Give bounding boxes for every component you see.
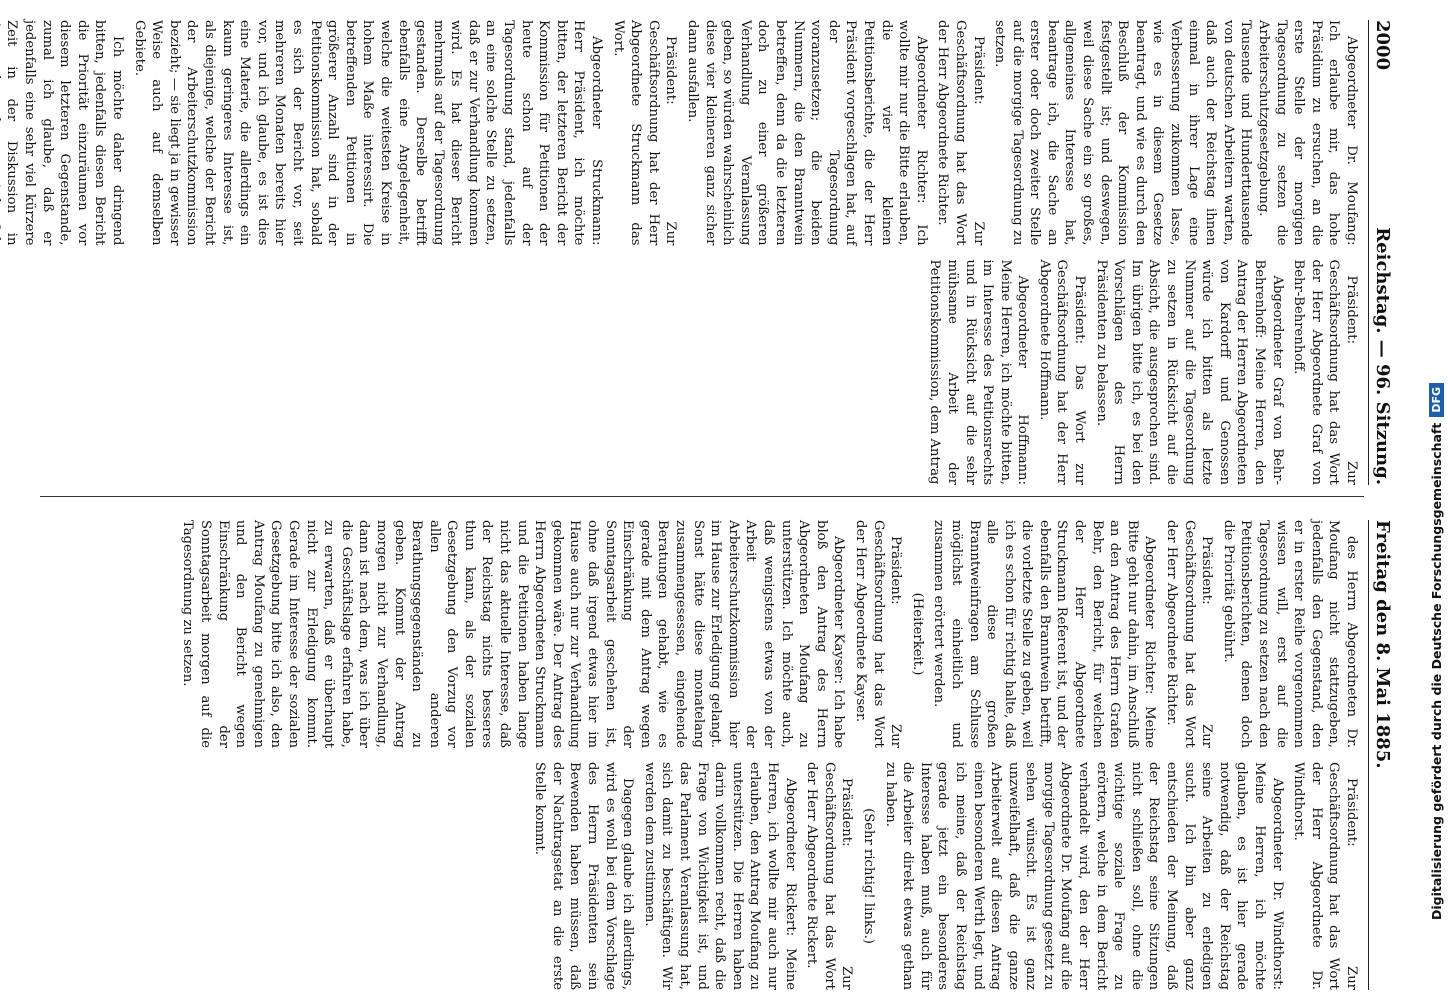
paragraph: Abgeordneter Dr. Moufang: Ich erlaube mir, das hohe Präsidium zu ersuchen, an die erste Stelle der morgigen Tagesordnung zu setzen die Arbeiterschutzgesetzgebung. Tausende und Hunderttausende von deutschen Arbeitern warten, daß auch der Reichstag ihnen einmal in ihrer Lage eine Verbesserung zukommen lasse, wie es in diesem Gesetze beantragt, und wie es durch den Beschluß der Kommission festgestellt ist; und deswegen, weil diese Sache ein so großes, allgemeines Interesse hat, beantrage ich, die Sache an erster oder doch zweiter Stelle auf die morgige Tagesordnung zu setzen. [992, 20, 1359, 246]
paragraph: Abgeordneter Struckmann: Herr Präsident, ich möchte bitten, der letzteren Bericht der Kommission für Petitionen der heute schon auf der Tagesordnung stand, jedenfalls an eine solche Stelle zu setzen, daß er zur Verhandlung kommen wird. Es hat dieser Bericht mehrmals auf der Tagesordnung gestanden. Derselbe betrifft ebenfalls eine Angelegenheit, welche die weitesten Kreise in hohem Maße interessirt. Die betreffenden Petitionen in größerer Anzahl sind in der Petitionskommission hat, sobald es sich der Bericht vor, seit mehreren Monaten bereits hier vor, und ich glaube, es ist dies eine Materie, die allerdings ein kaum geringeres Interesse ist, als diejenige, welche der Bericht der Arbeiterschutzkommission bezieht; — sie liegt ja in gewisser Weise auch auf demselben Gebiete. [131, 20, 605, 246]
paragraph: Abgeordneter Graf von Behr-Behrenhoff: Meine Herren, den Antrag der Herren Abgeordneten von Kardorff und Genossen würde ich bitten als letzte Nummer auf die Tagesordnung zu setzen in Rücksicht auf die Absicht, die ausgesprochen sind. Im übrigen bitte ich, es bei den Vorschlägen des Herrn Präsidenten zu belassen. [1093, 259, 1285, 485]
paragraph: Präsident: Zur Geschäftsordnung hat der Herr Abgeordnete Struckmann das Wort. [610, 20, 679, 246]
paragraph: Abgeordneter Dr. Windthorst: Meine Herren, ich möchte glauben, es ist hier gerade notwendig, daß der Reichstag seine Arbeiten zu erledigen sucht. Ich bin aber ganz entschieden der Meinung, daß der Reichstag seine Sitzungen nicht schließen soll, ohne die wichtige soziale Frage zu erörtern, welche in dem Bericht verhandelt wird, den der Herr Abgeordnete Dr. Moufang auf die morgige Tagesordnung gesetzt zu sehen wünscht. Es ist ganz unzweifelhaft, daß die ganze Arbeiterwelt auf diesen Antrag einen besonderen Werth legt, und ich meine, daß der Reichstag gerade jetzt ein besonderes Interesse haben muß, auch für die Arbeiter direkt etwas gethan zu haben. [882, 762, 1285, 990]
paragraph: Abgeordneter Richter: Ich wollte mir nur die Bitte erlauben, die vier kleinen Petitionsberichte, die der Herr Präsident vorgeschlagen hat, auf der Tagesordnung voranzusetzen; die beiden Nummern, die den Branntwein betreffen, denn da die letzteren doch zu einer größeren Verhandlung Veranlassung geben, so würden wahrscheinlich diese vier kleineren ganz sicher dann ausfallen. [685, 20, 929, 246]
page-number: 2000 [1372, 20, 1393, 71]
left-running-head [1368, 20, 1396, 485]
right-header-title: Freitag den 8. Mai 1885. [1372, 520, 1393, 769]
dfg-stamp-text: Digitalisierung gefördert durch die Deutsche Forschungsgemeinschaft [1428, 422, 1444, 920]
paragraph: Präsident: Zur Geschäftsordnung hat das Wort der Herr Abgeordnete Kayser. [852, 520, 904, 748]
paragraph: Ich möchte daher dringend bitten, jedenfalls diesen Bericht die Priorität einzuräumen vor diesem letzteren Gegenstande, zumal ich glaube, daß er jedenfalls eine sehr viel kürzere Zeit in der Diskussion in [4, 20, 126, 246]
paragraph: des Herrn Abgeordneten Dr. Moufang nicht stattzugeben, jedenfalls den Gegenstand, den er in erster Reihe vorgenommen wissen will, erst auf die Tagesordnung zu setzen nach den Petitionsberichten, denen doch die Priorität gebührt. [1220, 520, 1359, 748]
right-column-2 [40, 762, 1360, 990]
right-running-head [1368, 520, 1396, 990]
interjection: (Sehr richtig! links.) [860, 808, 876, 944]
left-column-2 [40, 260, 1360, 486]
dfg-logo: DFG [1429, 383, 1444, 417]
paragraph: Abgeordneter Kayser: Ich habe bloß den Antrag des Herrn Abgeordneten Moufang zu unterstützen. Ich möchte auch, daß wenigstens etwas von der Arbeit der Arbeiterschutzkommission hier im Hause zur Erledigung gelangt. Sonst hätte diese monatelang zusammengesessen, eingehende Beratungen gehabt, wie es gerade mit dem Antrag wegen Einschränkung der Sonntagsarbeit geschehen ist, ohne daß irgend etwas hier im Hause auch nur zur Verhandlung gekommen wäre. Der Antrag des Herrn Abgeordneten Struckmann und die Petitionen haben lange nicht das aktuelle Interesse, daß der Reichstag nichts besseres thun kann, als der sozialen Gesetzgebung den Vorzug vor allen anderen Berathungsgegenständen zu geben. Kommt der Antrag morgen nicht zur Verhandlung, dann ist nach dem, was ich über die Geschäftslage erfahren habe, zu erwarten, daß er überhaupt nicht zur Erledigung kommt. Gerade im Interesse der sozialen Gesetzgebung bitte ich also, den Antrag Moufang zu genehmigen und den Bericht wegen Einschränkung der Sonntagsarbeit morgen auf die Tagesordnung zu setzen. [180, 520, 847, 748]
page-gutter-rule [40, 496, 1364, 497]
dfg-margin-stamp [1404, 0, 1444, 1000]
paragraph: Dagegen glaube ich allerdings, wird es wohl bei dem Vorschlage des Herrn Präsidenten sein Bewenden haben müssen, daß der Nachtragsetat an die erste Stelle kommt. [532, 762, 636, 990]
paragraph: Präsident: Zur Geschäftsordnung hat das Wort der Herr Abgeordnete Richter. [935, 20, 986, 246]
paragraph: Abgeordneter Rickert: Meine Herren, ich wollte mir auch nur erlauben, den Antrag Moufang zu unterstützen. Die Herren haben darin vollkommen recht, daß die Frage von Wichtigkeit ist, und das Parlament Veranlassung hat, sich damit zu beschäftigen. Wir werden dem zustimmen. [641, 762, 798, 990]
paragraph: Präsident: Das Wort zur Geschäftsordnung hat der Herr Abgeordnete Hoffmann. [1036, 259, 1088, 485]
left-page [0, 0, 1432, 495]
right-column-1 [40, 520, 1360, 748]
right-columns [40, 520, 1360, 990]
left-column-1 [4, 20, 1360, 246]
dfg-stamp-text-row [1424, 0, 1448, 960]
paragraph: Präsident: Zur Geschäftsordnung hat das Wort der Herr Abgeordnete Richter. [1164, 520, 1215, 748]
left-header-title: Reichstag. — 96. Sitzung. [1372, 227, 1393, 485]
paragraph: Präsident: Zur Geschäftsordnung hat das Wort der Herr Abgeordnete Dr. Windthorst. [1291, 762, 1359, 990]
paragraph: Abgeordneter Richter: Meine Bitte geht nur dahin, im Anschluß an den Antrag des Herrn Grafen Behr, den Bericht, für welchen der Herr Abgeordnete Struckmann Referent ist, und der ebenfalls den Branntwein betrifft, die vorletzte Stelle zu geben, weil ich es schon für richtig halte, daß alle diese großen Branntweinfragen am Schlusse möglichst einheitlich und zusammen erörtert werden. [931, 520, 1158, 748]
paragraph: Abgeordneter Hoffmann: Meine Herren, ich möchte bitten, im Interesse des Petitionsrechts und in Rücksicht auf die sehr mühsame Arbeit der Petitionskommission, dem Antrag [927, 259, 1031, 485]
interjection: (Heiterkeit.) [909, 592, 925, 676]
paragraph: Präsident: Zur Geschäftsordnung hat das Wort der Herr Abgeordnete Graf von Behr-Behrenhoff. [1291, 259, 1359, 485]
right-page [0, 500, 1432, 1000]
paragraph: Präsident: Zur Geschäftsordnung hat das Wort der Herr Abgeordnete Rickert. [804, 762, 855, 990]
left-columns [4, 20, 1360, 485]
